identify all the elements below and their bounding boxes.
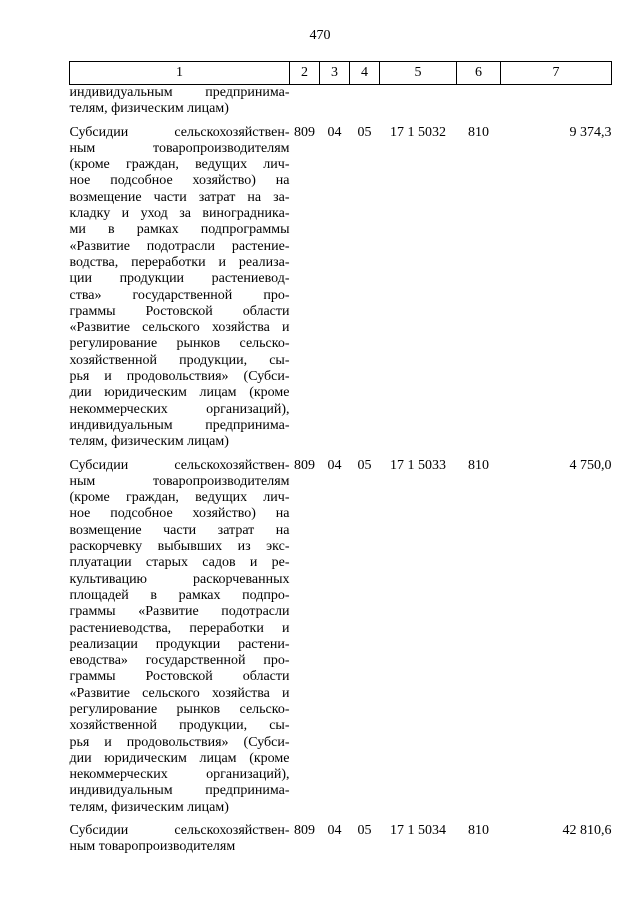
description-line: регулирование рынков сельско- [69, 336, 290, 352]
description-line: граммы Ростовской области [69, 303, 290, 319]
description-line: телям, физическим лицам) [69, 101, 229, 117]
description-line: «Развитие сельского хозяйства и [69, 685, 290, 701]
table-row [70, 125, 612, 451]
section-code: 04 [327, 457, 342, 473]
description-line: хозяйственной продукции, сы- [69, 718, 290, 734]
header-col-2: 2 [290, 62, 320, 85]
budget-code: 809 [294, 823, 315, 839]
description-line: рья и продовольствия» (Субси- [69, 369, 290, 385]
description-line: ное подсобное хозяйство) на [69, 506, 290, 522]
description-line: водства, переработки и реализа- [69, 254, 290, 270]
description-line: реализации продукции растени- [69, 636, 290, 652]
amount-value: 42 810,6 [562, 823, 612, 839]
description-line: регулирование рынков сельско- [69, 701, 290, 717]
description-line: возмещение части затрат на за- [69, 189, 290, 205]
expense-type-code: 810 [468, 823, 489, 839]
target-article-code: 17 1 5034 [390, 823, 446, 839]
table-row [70, 85, 612, 118]
description-line: телям, физическим лицам) [69, 434, 229, 450]
description-line: Субсидии сельскохозяйствен- [69, 457, 290, 473]
header-col-4: 4 [350, 62, 380, 85]
description-line: ции продукции растениевод- [69, 271, 290, 287]
row-spacer [70, 816, 612, 823]
description-line: ным товаропроизводителям [69, 839, 236, 855]
row-spacer-cell [70, 816, 612, 823]
description-line: некоммерческих организаций), [69, 401, 290, 417]
section-code [320, 85, 350, 118]
expense-type-code [457, 85, 501, 118]
expense-type-code: 810 [468, 124, 489, 140]
header-col-1: 1 [70, 62, 290, 85]
description-line: хозяйственной продукции, сы- [69, 352, 290, 368]
description-line: дии юридическим лицам (кроме [69, 750, 290, 766]
description-line: индивидуальным предпринима- [69, 85, 290, 100]
section-code: 04 [327, 124, 342, 140]
description-line: Субсидии сельскохозяйствен- [69, 124, 290, 140]
row-spacer-cell [70, 451, 612, 458]
table-row [70, 458, 612, 817]
description-line: ным товаропроизводителям [69, 473, 290, 489]
header-col-5: 5 [380, 62, 457, 85]
description-line: (кроме граждан, ведущих лич- [69, 490, 290, 506]
subsection-code [350, 85, 380, 118]
description-line: дии юридическим лицам (кроме [69, 385, 290, 401]
target-article-code: 17 1 5033 [390, 457, 446, 473]
description-line: индивидуальным предпринима- [69, 783, 290, 799]
subsection-code: 05 [357, 823, 372, 839]
description-cell [70, 823, 290, 856]
budget-code: 809 [294, 457, 315, 473]
description-line: еводства» государственной про- [69, 653, 290, 669]
subsection-code: 05 [357, 457, 372, 473]
description-line: ным товаропроизводителям [69, 140, 290, 156]
row-spacer [70, 118, 612, 125]
description-line: раскорчевку выбывших из экс- [69, 539, 290, 555]
description-line: культивацию раскорчеванных [69, 571, 290, 587]
description-line: площадей в рамках подпро- [69, 587, 290, 603]
target-article-code [380, 85, 457, 118]
description-line: ми в рамках подпрограммы [69, 222, 290, 238]
description-line: возмещение части затрат на [69, 522, 290, 538]
amount-value [501, 85, 612, 118]
amount-value: 9 374,3 [569, 124, 612, 140]
description-cell [70, 458, 290, 817]
description-line: (кроме граждан, ведущих лич- [69, 157, 290, 173]
page-number: 470 [309, 28, 331, 43]
expense-type-code: 810 [468, 457, 489, 473]
description-line: Субсидии сельскохозяйствен- [69, 823, 290, 839]
description-line: плуатации старых садов и ре- [69, 555, 290, 571]
header-row [70, 62, 612, 85]
description-cell [70, 125, 290, 451]
header-col-7: 7 [501, 62, 612, 85]
description-line: кладку и уход за виноградника- [69, 206, 290, 222]
target-article-code: 17 1 5032 [390, 124, 446, 140]
row-spacer [70, 451, 612, 458]
subsection-code: 05 [357, 124, 372, 140]
header-col-3: 3 [320, 62, 350, 85]
budget-code [290, 85, 320, 118]
description-line: некоммерческих организаций), [69, 767, 290, 783]
header-col-6: 6 [457, 62, 501, 85]
section-code: 04 [327, 823, 342, 839]
description-line: граммы Ростовской области [69, 669, 290, 685]
amount-value: 4 750,0 [569, 457, 612, 473]
description-line: ное подсобное хозяйство) на [69, 173, 290, 189]
description-line: рья и продовольствия» (Субси- [69, 734, 290, 750]
description-line: ства» государственной про- [69, 287, 290, 303]
description-line: растениеводства, переработки и [69, 620, 290, 636]
description-line: индивидуальным предпринима- [69, 417, 290, 433]
description-line: телям, физическим лицам) [69, 799, 229, 815]
description-line: «Развитие подотрасли растение- [69, 238, 290, 254]
row-spacer-cell [70, 118, 612, 125]
table-row [70, 823, 612, 856]
description-cell [70, 85, 290, 118]
budget-table [69, 61, 612, 856]
description-line: граммы «Развитие подотрасли [69, 604, 290, 620]
description-line: «Развитие сельского хозяйства и [69, 320, 290, 336]
budget-code: 809 [294, 124, 315, 140]
